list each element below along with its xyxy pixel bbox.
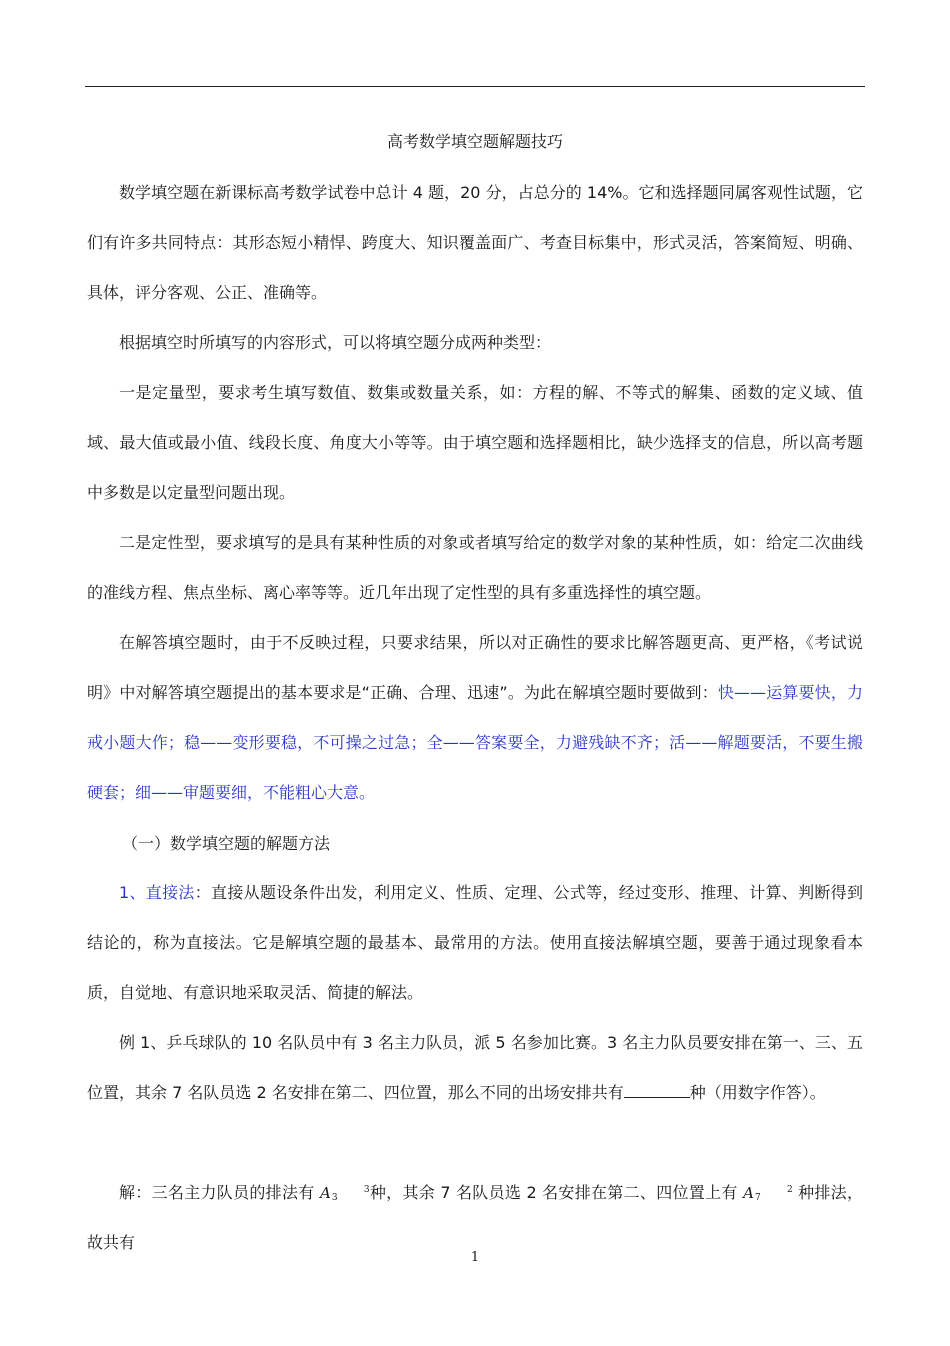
method1-paragraph — [87, 868, 863, 1018]
method1-label: 1、直接法 — [119, 883, 195, 902]
type2-paragraph: 二是定性型，要求填写的是具有某种性质的对象或者填写给定的数学对象的某种性质，如：给定二次曲线的准线方程、焦点坐标、离心率等等。近几年出现了定性型的具有多重选择性的填空题。 — [87, 533, 863, 602]
requirements-lead: 在解答填空题时，由于不反映过程，只要求结果，所以对正确性的要求比解答题更高、更严格，《考试说明》中对解答填空题提出的基本要求是“正确、合理、迅速”。为此在解填空题时要做到： — [87, 633, 863, 702]
permutation-a72 — [743, 1184, 793, 1202]
page-number: 1 — [470, 1250, 480, 1265]
intro-paragraph: 数学填空题在新课标高考数学试卷中总计 4 题，20 分，占总分的 14%。它和选择题同属客观性试题，它们有许多共同特点：其形态短小精悍、跨度大、知识覆盖面广、考查目标集中，形式灵活，答案简短、明确、具体，评分客观、公正、准确等。 — [87, 183, 863, 302]
solution-text-c: 种排法，故共有 — [87, 1183, 863, 1252]
section-heading: （一）数学填空题的解题方法 — [122, 834, 331, 853]
header-rule — [85, 86, 865, 87]
permutation-a33-sup: 3 — [363, 1185, 370, 1195]
types-intro-paragraph: 根据填空时所填写的内容形式，可以将填空题分成两种类型： — [119, 333, 552, 352]
example1-paragraph — [87, 1018, 863, 1118]
permutation-a33-sub: 3 — [331, 1193, 338, 1203]
permutation-a72-base: A — [743, 1184, 754, 1202]
requirements-paragraph — [87, 618, 863, 818]
permutation-a72-sup: 2 — [786, 1185, 793, 1195]
answer-blank — [624, 1081, 690, 1098]
type1-paragraph: 一是定量型，要求考生填写数值、数集或数量关系，如：方程的解、不等式的解集、函数的定义域、值域、最大值或最小值、线段长度、角度大小等等。由于填空题和选择题相比，缺少选择支的信息，所以高考题中多数是以定量型问题出现。 — [87, 383, 863, 502]
permutation-a33-base: A — [319, 1184, 331, 1202]
page-title: 高考数学填空题解题技巧 — [386, 132, 563, 151]
permutation-a72-sub: 7 — [754, 1193, 761, 1203]
permutation-a33 — [320, 1184, 370, 1202]
example1-text-before: 例 1、乒乓球队的 10 名队员中有 3 名主力队员，派 5 名参加比赛。3 名主力队员要安排在第一、三、五位置，其余 7 名队员选 2 名安排在第二、四位置，那么不同的出场安排共有 — [87, 1033, 863, 1102]
solution-text-a: 解：三名主力队员的排法有 — [119, 1183, 315, 1202]
example1-text-after: 种（用数字作答）。 — [689, 1083, 826, 1102]
requirements-highlight: 快——运算要快，力戒小题大作；稳——变形要稳，不可操之过急；全——答案要全，力避残缺不齐；活——解题要活，不要生搬硬套；细——审题要细，不能粗心大意。 — [87, 683, 863, 802]
solution-text-b: 种，其余 7 名队员选 2 名安排在第二、四位置上有 — [369, 1183, 738, 1202]
method1-text: ：直接从题设条件出发，利用定义、性质、定理、公式等，经过变形、推理、计算、判断得到结论的，称为直接法。它是解填空题的最基本、最常用的方法。使用直接法解填空题，要善于通过现象看本质，自觉地、有意识地采取灵活、简捷的解法。 — [87, 883, 863, 1002]
